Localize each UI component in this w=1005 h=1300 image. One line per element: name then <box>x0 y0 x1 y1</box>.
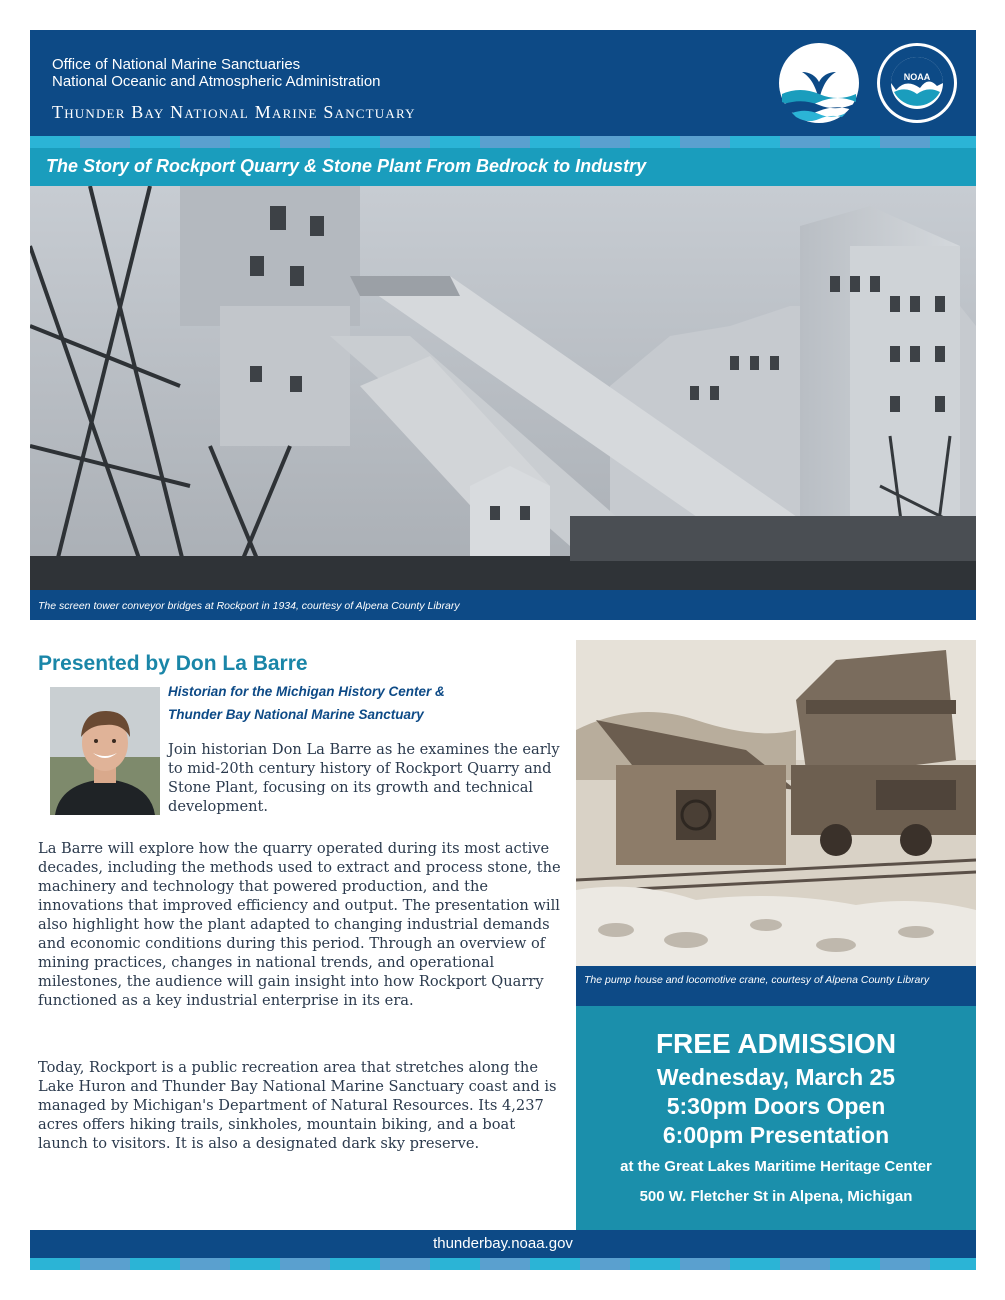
body-paragraph-1: La Barre will explore how the quarry operated during its most active decades, including the methods used to extract and process stone, the machinery and technology that powered production, and the innovations that improved efficiency and output. The presentation will also highlight how the plant adapted to changing industrial demands and economic conditions during this period. Through an overview of mining practices, changes in national trends, and operational milestones, the audience will gain insight into how Rockport Quarry functioned as a key industrial enterprise in its era. <box>38 840 561 1009</box>
page-title: The Story of Rockport Quarry & Stone Plant From Bedrock to Industry <box>46 156 647 176</box>
org-line-1: Office of National Marine Sanctuaries <box>52 56 301 73</box>
presentation-time: 6:00pm Presentation <box>662 1122 890 1148</box>
event-venue: at the Great Lakes Maritime Heritage Center <box>620 1158 932 1175</box>
header-banner <box>30 30 976 136</box>
side-photo <box>576 640 976 966</box>
admission-text: FREE ADMISSION <box>655 1028 897 1059</box>
event-details-box <box>576 1006 976 1230</box>
side-photo-caption-bar <box>576 966 976 1006</box>
main-photo-caption: The screen tower conveyor bridges at Rockport in 1934, courtesy of Alpena County Library <box>38 600 460 612</box>
event-address: 500 W. Fletcher St in Alpena, Michigan <box>639 1188 913 1205</box>
sanctuary-name: Thunder Bay National Marine Sanctuary <box>52 102 416 122</box>
whale-tail-icon <box>778 42 860 124</box>
main-photo <box>30 186 976 590</box>
header-stripe <box>30 136 976 148</box>
doors-open-time: 5:30pm Doors Open <box>666 1093 886 1119</box>
presenter-portrait <box>50 687 160 815</box>
title-bar <box>30 148 976 186</box>
side-photo-caption: The pump house and locomotive crane, courtesy of Alpena County Library <box>584 974 930 986</box>
presenter-heading: Presented by Don La Barre <box>38 652 308 675</box>
noaa-bird-icon <box>876 42 958 124</box>
pump-house-photo <box>576 640 976 966</box>
presenter-role-line-2: Thunder Bay National Marine Sanctuary <box>168 707 424 722</box>
main-photo-caption-bar <box>30 590 976 620</box>
website-link[interactable]: thunderbay.noaa.gov <box>433 1235 573 1252</box>
body-paragraph-2: Today, Rockport is a public recreation area that stretches along the Lake Huron and Thunder Bay National Marine Sanctuary coast and is managed by Michigan's Department of Natural Resources. Its 4,237 acres offers hiking trails, sinkholes, mountain biking, and a boat launch to visitors. It is also a designated dark sky preserve. <box>38 1059 557 1152</box>
footer-bar <box>30 1230 976 1258</box>
org-line-2: National Oceanic and Atmospheric Administration <box>52 73 381 90</box>
avatar <box>50 687 160 815</box>
quarry-plant-photo <box>30 186 976 590</box>
event-date: Wednesday, March 25 <box>656 1064 896 1090</box>
svg-text:NOAA: NOAA <box>903 72 931 82</box>
presenter-intro: Join historian Don La Barre as he examines the early to mid-20th century history of Rockport Quarry and Stone Plant, focusing on its growth and technical development. <box>168 741 560 815</box>
presenter-role-line-1: Historian for the Michigan History Center & <box>168 684 445 699</box>
footer-stripe <box>30 1258 976 1270</box>
